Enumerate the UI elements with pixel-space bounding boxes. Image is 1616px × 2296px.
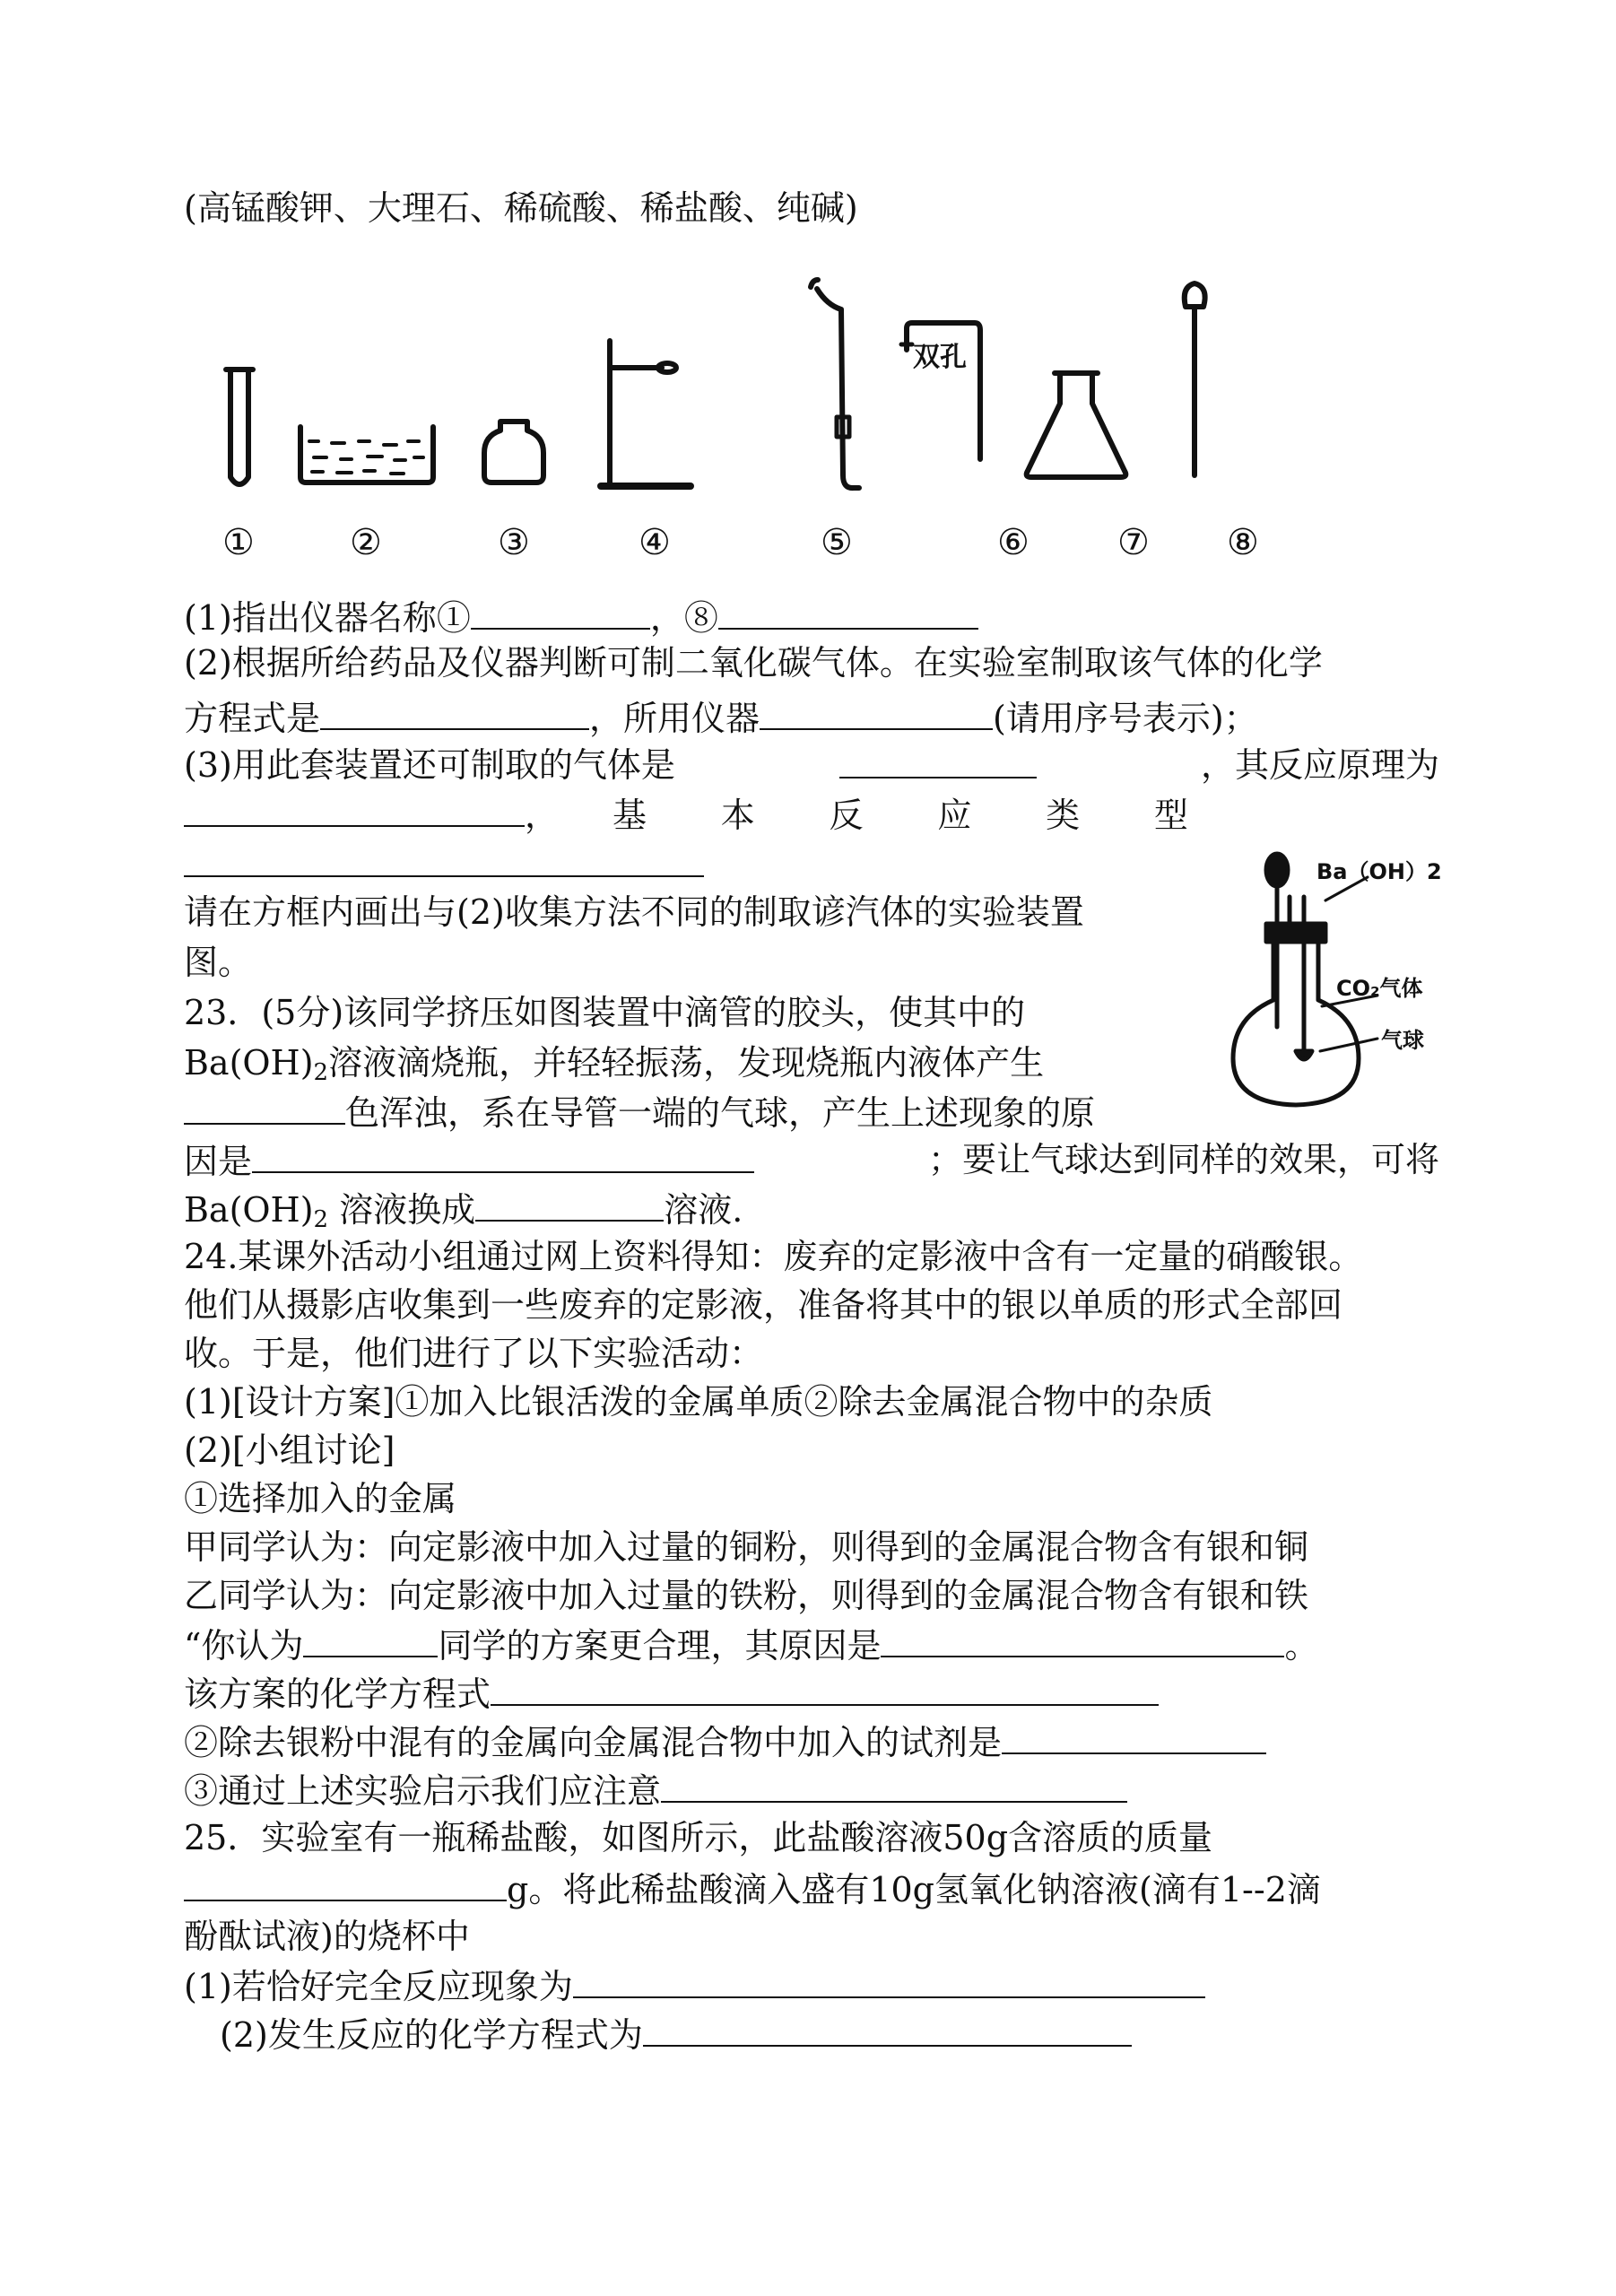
answer-blank[interactable] [491, 1668, 1159, 1706]
answer-blank[interactable] [184, 839, 704, 877]
apparatus-label-1: ① [222, 522, 255, 563]
q24-line7: 甲同学认为：向定影液中加入过量的铜粉，则得到的金属混合物含有银和铜 [184, 1527, 1309, 1567]
answer-blank[interactable] [881, 1620, 1284, 1657]
long-stem-funnel-icon [1185, 283, 1205, 475]
q24-line2: 他们从摄影店收集到一些废弃的定影液，准备将其中的银以单质的形式全部回 [184, 1285, 1343, 1325]
answer-blank[interactable] [252, 1135, 754, 1173]
q24-line1: 24.某课外活动小组通过网上资料得知：废弃的定影液中含有一定量的硝酸银。 [184, 1237, 1363, 1276]
conical-flask-icon [1027, 373, 1126, 477]
q25-line5: (2)发生反应的化学方程式为 [220, 2009, 1132, 2059]
answer-blank[interactable] [471, 592, 650, 630]
q24-line8: 乙同学认为：向定影液中加入过量的铁粉，则得到的金属混合物含有银和铁 [184, 1576, 1309, 1615]
answer-blank[interactable] [184, 1087, 345, 1125]
apparatus-label-7: ⑦ [1117, 522, 1150, 563]
reagent-list: (高锰酸钾、大理石、稀硫酸、稀盐酸、纯碱) [184, 188, 858, 228]
q25-line2: g。将此稀盐酸滴入盛有10g氢氧化钠溶液(滴有1--2滴 [184, 1864, 1321, 1914]
answer-blank[interactable] [1002, 1717, 1266, 1754]
iron-stand-icon [601, 341, 691, 486]
q23-line4: 因是 ；要让气球达到同样的效果，可将 [184, 1135, 1439, 1186]
answer-blank[interactable] [475, 1184, 664, 1222]
q25-line1: 25．实验室有一瓶稀盐酸，如图所示，此盐酸溶液50g含溶质的质量 [184, 1818, 1213, 1857]
stopper-label: 双孔 [913, 342, 967, 373]
answer-blank[interactable] [184, 1864, 507, 1901]
q24-line12: ③通过上述实验启示我们应注意 [184, 1765, 1127, 1815]
answer-blank[interactable] [184, 789, 525, 827]
q22-draw-instruction-cont: 图。 [184, 943, 253, 982]
flask-balloon-figure [1211, 843, 1507, 1112]
answer-blank[interactable] [839, 741, 1037, 778]
q22-draw-instruction: 请在方框内画出与(2)收集方法不同的制取谚汽体的实验装置 [184, 892, 1084, 932]
q23-line1: 23．(5分)该同学挤压如图装置中滴管的胶头，使其中的 [184, 993, 1026, 1032]
water-trough-icon [300, 427, 433, 483]
q23-line2: $Ba(OH)_2$溶液滴烧瓶，并轻轻振荡，发现烧瓶内液体产生 [184, 1043, 1045, 1086]
q23-line3: 色浑浊，系在导管一端的气球，产生上述现象的原 [184, 1087, 1095, 1137]
q22-part3-cont: ， 基 本 反 应 类 型 [184, 789, 1188, 839]
answer-blank[interactable] [303, 1620, 438, 1657]
fig-co2-label: CO₂气体 [1336, 976, 1423, 1001]
q23-line5: $Ba(OH)_2$ 溶液换成 溶液. [184, 1184, 743, 1244]
test-tube-icon [226, 370, 253, 484]
q24-line4: (1)[设计方案]①加入比银活泼的金属单质②除去金属混合物中的杂质 [184, 1382, 1213, 1422]
fig-baoh2-label: Ba（OH）2 [1316, 859, 1442, 884]
answer-blank[interactable] [320, 692, 589, 730]
q22-part3-type [184, 839, 704, 890]
q24-line11: ②除去银粉中混有的金属向金属混合物中加入的试剂是 [184, 1717, 1266, 1767]
q24-line5: (2)[小组讨论] [184, 1431, 395, 1470]
apparatus-label-4: ④ [639, 522, 671, 563]
answer-blank[interactable] [643, 2009, 1132, 2047]
long-tube-icon [811, 280, 859, 488]
q24-line3: 收。于是，他们进行了以下实验活动： [184, 1334, 764, 1373]
apparatus-label-3: ③ [498, 522, 530, 563]
apparatus-label-2: ② [350, 522, 382, 563]
answer-blank[interactable] [718, 592, 978, 630]
q22-part2: (2)根据所给药品及仪器判断可制二氧化碳气体。在实验室制取该气体的化学 [184, 643, 1323, 683]
q22-part2-cont: 方程式是 ，所用仪器 (请用序号表示)； [184, 692, 1258, 743]
apparatus-label-8: ⑧ [1227, 522, 1259, 563]
fig-balloon-label: 气球 [1381, 1028, 1424, 1053]
apparatus-label-6: ⑥ [997, 522, 1030, 563]
q22-part1: (1)指出仪器名称① ，⑧ [184, 592, 978, 642]
q24-line9: “你认为 同学的方案更合理，其原因是 。 [184, 1620, 1318, 1670]
answer-blank[interactable] [661, 1765, 1127, 1803]
gas-jar-icon [484, 422, 543, 483]
answer-blank[interactable] [573, 1961, 1205, 1998]
q24-line6: ①选择加入的金属 [184, 1479, 457, 1518]
apparatus-figure [179, 269, 1291, 574]
apparatus-label-5: ⑤ [821, 522, 853, 563]
answer-blank[interactable] [760, 692, 993, 730]
q22-part3: (3)用此套装置还可制取的气体是 ，其反应原理为 [184, 741, 1439, 789]
q24-line10: 该方案的化学方程式 [184, 1668, 1159, 1718]
q25-line3: 酚酞试液)的烧杯中 [184, 1917, 470, 1956]
q25-line4: (1)若恰好完全反应现象为 [184, 1961, 1205, 2011]
